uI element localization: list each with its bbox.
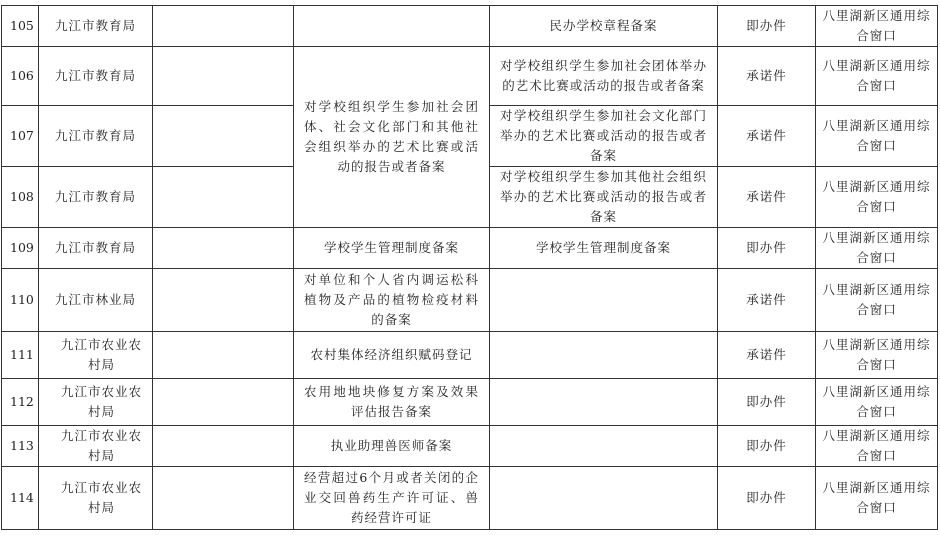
main-item-cell: 对单位和个人省内调运松科植物及产品的植物检疫材料的备案 — [294, 269, 490, 332]
row-number: 108 — [2, 167, 39, 228]
blank-cell — [153, 106, 294, 167]
table-row — [2, 426, 938, 467]
department-cell: 九江市教育局 — [39, 6, 153, 47]
table-row — [2, 332, 938, 379]
table-row — [2, 47, 938, 106]
handling-type-cell: 即办件 — [718, 379, 816, 426]
merged-main-item-cell: 对学校组织学生参加社会团体、社会文化部门和其他社会组织举办的艺术比赛或活动的报告或者备案 — [294, 47, 490, 228]
blank-cell — [153, 167, 294, 228]
table-row — [2, 228, 938, 269]
row-number: 114 — [2, 467, 39, 530]
window-cell: 八里湖新区通用综合窗口 — [816, 426, 938, 467]
window-cell: 八里湖新区通用综合窗口 — [816, 467, 938, 530]
handling-type-cell: 即办件 — [718, 228, 816, 269]
blank-cell — [153, 426, 294, 467]
blank-cell — [153, 6, 294, 47]
row-number: 107 — [2, 106, 39, 167]
service-items-table — [1, 5, 938, 530]
blank-cell — [153, 47, 294, 106]
row-number: 110 — [2, 269, 39, 332]
blank-cell — [153, 379, 294, 426]
department-cell: 九江市教育局 — [39, 47, 153, 106]
department-cell: 九江市教育局 — [39, 228, 153, 269]
row-number: 106 — [2, 47, 39, 106]
main-item-cell: 执业助理兽医师备案 — [294, 426, 490, 467]
sub-item-cell — [490, 379, 718, 426]
row-number: 105 — [2, 6, 39, 47]
window-cell: 八里湖新区通用综合窗口 — [816, 6, 938, 47]
handling-type-cell: 承诺件 — [718, 106, 816, 167]
department-cell: 九江市林业局 — [39, 269, 153, 332]
window-cell: 八里湖新区通用综合窗口 — [816, 47, 938, 106]
window-cell: 八里湖新区通用综合窗口 — [816, 379, 938, 426]
blank-cell — [153, 228, 294, 269]
department-cell: 九江市农业农村局 — [39, 467, 153, 530]
handling-type-cell: 即办件 — [718, 426, 816, 467]
sub-item-cell: 对学校组织学生参加社会文化部门举办的艺术比赛或活动的报告或者备案 — [490, 106, 718, 167]
handling-type-cell: 承诺件 — [718, 269, 816, 332]
handling-type-cell: 承诺件 — [718, 332, 816, 379]
row-number: 109 — [2, 228, 39, 269]
row-number: 111 — [2, 332, 39, 379]
department-cell: 九江市农业农村局 — [39, 426, 153, 467]
main-item-cell: 农用地地块修复方案及效果评估报告备案 — [294, 379, 490, 426]
sub-item-cell — [490, 332, 718, 379]
sub-item-cell: 对学校组织学生参加其他社会组织举办的艺术比赛或活动的报告或者备案 — [490, 167, 718, 228]
handling-type-cell: 承诺件 — [718, 47, 816, 106]
row-number: 112 — [2, 379, 39, 426]
window-cell: 八里湖新区通用综合窗口 — [816, 269, 938, 332]
window-cell: 八里湖新区通用综合窗口 — [816, 228, 938, 269]
main-item-cell: 学校学生管理制度备案 — [294, 228, 490, 269]
table-row — [2, 269, 938, 332]
sub-item-cell: 对学校组织学生参加社会团体举办的艺术比赛或活动的报告或者备案 — [490, 47, 718, 106]
handling-type-cell: 承诺件 — [718, 167, 816, 228]
main-item-cell: 农村集体经济组织赋码登记 — [294, 332, 490, 379]
sub-item-cell — [490, 426, 718, 467]
department-cell: 九江市农业农村局 — [39, 379, 153, 426]
window-cell: 八里湖新区通用综合窗口 — [816, 106, 938, 167]
main-item-cell: 经营超过6个月或者关闭的企业交回兽药生产许可证、兽药经营许可证 — [294, 467, 490, 530]
department-cell: 九江市农业农村局 — [39, 332, 153, 379]
window-cell: 八里湖新区通用综合窗口 — [816, 167, 938, 228]
sub-item-cell: 学校学生管理制度备案 — [490, 228, 718, 269]
main-item-cell — [294, 6, 490, 47]
department-cell: 九江市教育局 — [39, 167, 153, 228]
blank-cell — [153, 269, 294, 332]
blank-cell — [153, 467, 294, 530]
row-number: 113 — [2, 426, 39, 467]
table-row — [2, 467, 938, 530]
sub-item-cell — [490, 269, 718, 332]
table-row — [2, 379, 938, 426]
sub-item-cell — [490, 467, 718, 530]
handling-type-cell: 即办件 — [718, 6, 816, 47]
window-cell: 八里湖新区通用综合窗口 — [816, 332, 938, 379]
handling-type-cell: 即办件 — [718, 467, 816, 530]
sub-item-cell: 民办学校章程备案 — [490, 6, 718, 47]
table-row — [2, 6, 938, 47]
blank-cell — [153, 332, 294, 379]
department-cell: 九江市教育局 — [39, 106, 153, 167]
